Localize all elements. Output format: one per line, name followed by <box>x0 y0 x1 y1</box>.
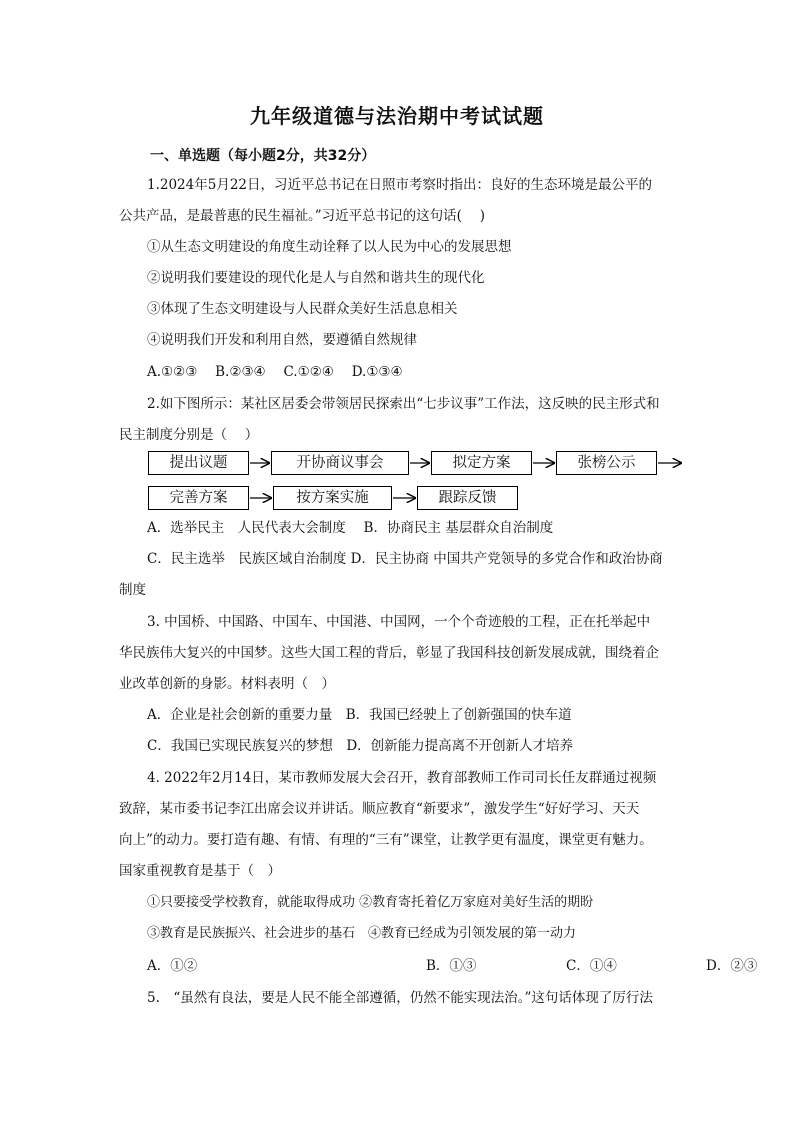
flow-step-3: 拟定方案 <box>431 451 532 475</box>
flow-step-6: 按方案实施 <box>273 486 392 510</box>
q3-options-ab: A．企业是社会创新的重要力量 B．我国已经驶上了创新强国的快车道 <box>147 707 572 723</box>
q4-option-c: C．①④ <box>566 958 617 974</box>
q4-statements-34: ③教育是民族振兴、社会进步的基石 ④教育已经成为引领发展的第一动力 <box>147 926 577 941</box>
q1-stem-line2: 公共产品，是最普惠的民生福祉。”习近平总书记的这句话( ) <box>119 208 485 224</box>
q1-statement-1: ①从生态文明建设的角度生动诠释了以人民为中心的发展思想 <box>147 239 512 255</box>
q2-stem-line2: 民主制度分别是（ ） <box>119 427 259 443</box>
q4-option-a: A．①② <box>147 958 198 974</box>
q4-option-d: D．②③ <box>706 958 758 974</box>
flow-step-1: 提出议题 <box>148 451 249 475</box>
q1-options: A.①②③ B.②③④ C.①②④ D.①③④ <box>147 364 403 380</box>
q2-options-cd: C．民主选举 民族区域自治制度 D．民主协商 中国共产党领导的多党合作和政治协商 <box>147 551 663 567</box>
flow-step-4: 张榜公示 <box>556 451 657 475</box>
q3-stem-line1: 3. 中国桥、中国路、中国车、中国港、中国网，一个个奇迹般的工程，正在托举起中 <box>147 614 651 630</box>
flow-step-5: 完善方案 <box>148 486 249 510</box>
q1-statement-2: ②说明我们要建设的现代化是人与自然和谐共生的现代化 <box>147 270 485 286</box>
q4-stem-line3: 向上”的动力。要打造有趣、有情、有理的“三有”课堂，让教学更有温度，课堂更有魅力。 <box>119 832 653 848</box>
q5-stem-line1: 5. “虽然有良法，要是人民不能全部遵循，仍然不能实现法治。”这句话体现了厉行法 <box>147 990 653 1006</box>
q4-stem-line1: 4. 2022年2月14日，某市教师发展大会召开，教育部教师工作司司长任友群通过视频 <box>147 770 657 786</box>
q4-stem-line4: 国家重视教育是基于（ ） <box>119 863 281 879</box>
q3-stem-line3: 业改革创新的身影。材料表明（ ） <box>119 676 335 692</box>
flow-step-2: 开协商议事会 <box>271 451 409 475</box>
section-heading: 一、单选题（每小题2分，共32分） <box>150 148 376 164</box>
q1-statement-4: ④说明我们开发和利用自然，要遵循自然规律 <box>147 332 417 348</box>
q3-stem-line2: 华民族伟大复兴的中国梦。这些大国工程的背后，彰显了我国科技创新发展成就，围绕着企 <box>119 645 659 661</box>
q4-option-b: B．①③ <box>426 958 477 974</box>
q3-options-cd: C．我国已实现民族复兴的梦想 D．创新能力提高离不开创新人才培养 <box>147 738 574 754</box>
q2-options-cd-cont: 制度 <box>119 582 146 598</box>
flow-step-7: 跟踪反馈 <box>417 486 518 510</box>
q2-stem-line1: 2.如下图所示：某社区居委会带领居民探索出“七步议事”工作法，这反映的民主形式和 <box>147 396 660 412</box>
page-title: 九年级道德与法治期中考试试题 <box>250 104 544 128</box>
q2-options-ab: A．选举民主 人民代表大会制度 B．协商民主 基层群众自治制度 <box>147 520 554 536</box>
q4-statements-12: ①只要接受学校教育，就能取得成功 ②教育寄托着亿万家庭对美好生活的期盼 <box>147 895 594 910</box>
q1-statement-3: ③体现了生态文明建设与人民群众美好生活息息相关 <box>147 301 458 317</box>
q1-stem-line1: 1.2024年5月22日，习近平总书记在日照市考察时指出：良好的生态环境是最公平的 <box>147 177 653 193</box>
q4-stem-line2: 致辞，某市委书记李江出席会议并讲话。顺应教育“新要求”，激发学生“好好学习、天天 <box>119 801 640 817</box>
